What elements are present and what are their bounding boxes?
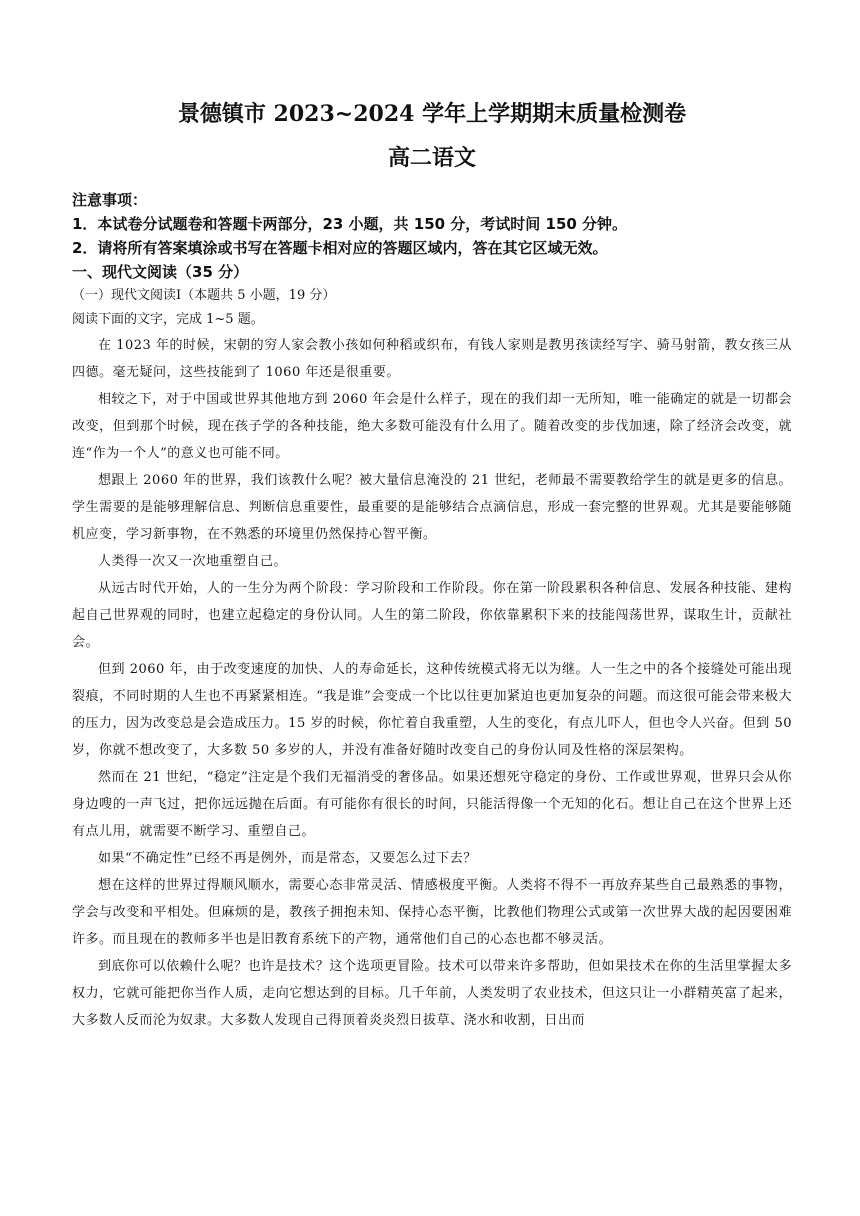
notice-heading: 注意事项：: [72, 191, 148, 209]
exam-page: [72, 98, 792, 1034]
passage-paragraph: 然而在 21 世纪，“稳定”注定是个我们无福消受的奢侈品。如果还想死守稳定的身份、工作或世界观，世界只会从你身边嗖的一声飞过，把你远远抛在后面。有可能你有很长的时间，只能活得像一个无知的化石。想让自己在这个世界上还有点儿用，就需要不断学习、重塑自己。: [72, 770, 792, 839]
notice-block: [72, 188, 792, 260]
passage-paragraph: 到底你可以依赖什么呢？也许是技术？这个选项更冒险。技术可以带来许多帮助，但如果技术在你的生活里掌握太多权力，它就可能把你当作人质，走向它想达到的目标。几千年前，人类发明了农业技术，但这只让一小群精英富了起来，大多数人反而沦为奴隶。大多数人发现自己得顶着炎炎烈日拔草、浇水和收割，日出而: [72, 959, 792, 1028]
section-heading: 一、现代文阅读（35 分）: [72, 263, 249, 281]
notice-item-1: 1．本试卷分试题卷和答题卡两部分，23 小题，共 150 分，考试时间 150 分钟。: [72, 215, 628, 233]
passage-paragraph: 想跟上 2060 年的世界，我们该教什么呢？被大量信息淹没的 21 世纪，老师最不需要教给学生的就是更多的信息。学生需要的是能够理解信息、判断信息重要性，最重要的是能够结合点滴信息，形成一套完整的世界观。尤其是要能够随机应变，学习新事物，在不熟悉的环境里仍然保持心智平衡。: [72, 473, 792, 542]
exam-title: 景德镇市 2023~2024 学年上学期期末质量检测卷: [177, 101, 687, 127]
passage-paragraph: 在 1023 年的时候，宋朝的穷人家会教小孩如何种稻或织布，有钱人家则是教男孩读经写字、骑马射箭，教女孩三从四德。毫无疑问，这些技能到了 1060 年还是很重要。: [72, 338, 792, 380]
passage-paragraph: 想在这样的世界过得顺风顺水，需要心态非常灵活、情感极度平衡。人类将不得不一再放弃某些自己最熟悉的事物，学会与改变和平相处。但麻烦的是，教孩子拥抱未知、保持心态平衡，比教他们物理公式或第一次世界大战的起因要困难许多。而且现在的教师多半也是旧教育系统下的产物，通常他们自己的心态也都不够灵活。: [72, 878, 792, 947]
reading-instruction: 阅读下面的文字，完成 1~5 题。: [72, 312, 264, 327]
passage-paragraph: 从远古时代开始，人的一生分为两个阶段：学习阶段和工作阶段。你在第一阶段累积各种信息、发展各种技能、建构起自己世界观的同时，也建立起稳定的身份认同。人生的第二阶段，你依靠累积下来的技能闯荡世界，谋取生计，贡献社会。: [72, 581, 792, 650]
passage-paragraph: 人类得一次又一次地重塑自己。: [98, 554, 288, 569]
subsection-heading: （一）现代文阅读Ⅰ（本题共 5 小题，19 分）: [72, 288, 336, 303]
notice-item-2: 2．请将所有答案填涂或书写在答题卡相对应的答题区域内，答在其它区域无效。: [72, 239, 608, 257]
passage-paragraph: 如果“不确定性”已经不再是例外，而是常态，又要怎么过下去？: [98, 851, 477, 866]
reading-passage: [72, 332, 792, 1034]
passage-paragraph: 但到 2060 年，由于改变速度的加快、人的寿命延长，这种传统模式将无以为继。人一生之中的各个接缝处可能出现裂痕，不同时期的人生也不再紧紧相连。“我是谁”会变成一个比以往更加紧迫也更加复杂的问题。而这很可能会带来极大的压力，因为改变总是会造成压力。15 岁的时候，你忙着自我重塑，人生的变化，有点儿吓人，但也令人兴奋。但到 50 岁，你就不想改变了，大多数 50 多岁的人，并没有准备好随时改变自己的身份认同及性格的深层架构。: [72, 662, 792, 758]
exam-subject: 高二语文: [387, 145, 476, 171]
passage-paragraph: 相较之下，对于中国或世界其他地方到 2060 年会是什么样子，现在的我们却一无所知，唯一能确定的就是一切都会改变，但到那个时候，现在孩子学的各种技能，绝大多数可能没有什么用了。随着改变的步伐加速，除了经济会改变，就连“作为一个人”的意义也可能不同。: [72, 392, 792, 461]
